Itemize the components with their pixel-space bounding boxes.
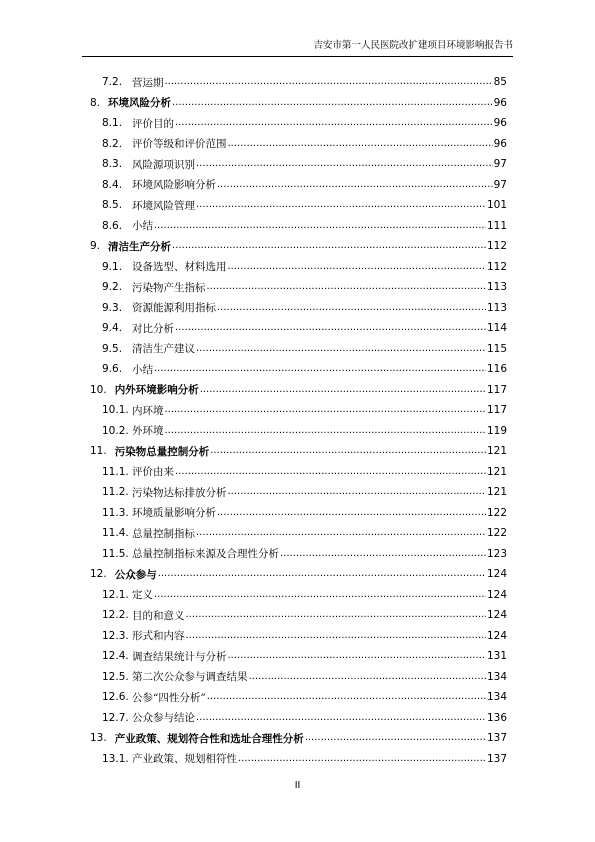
toc-entry-number: 12.4.: [102, 650, 129, 663]
toc-entry-number: 9.1.: [102, 260, 123, 273]
toc-entry-page: 122: [486, 506, 507, 519]
toc-entry[interactable]: [90, 462, 507, 483]
toc-entry[interactable]: [90, 195, 507, 216]
toc-dot-leader: [207, 691, 486, 703]
toc-entry-number: 11.: [90, 445, 107, 458]
toc-entry[interactable]: [90, 318, 507, 339]
toc-entry-number: 8.1.: [102, 117, 123, 130]
toc-dot-leader: [172, 97, 493, 109]
toc-entry[interactable]: [90, 585, 507, 606]
toc-entry[interactable]: [90, 523, 507, 544]
toc-dot-leader: [249, 671, 486, 683]
toc-entry[interactable]: [90, 626, 507, 647]
toc-dot-leader: [196, 158, 493, 170]
toc-dot-leader: [207, 281, 486, 293]
toc-entry-title: 内环境: [132, 404, 164, 417]
toc-entry-page: 134: [486, 691, 507, 704]
toc-entry[interactable]: [90, 503, 507, 524]
toc-entry-page: 85: [493, 76, 507, 89]
toc-entry[interactable]: [90, 277, 507, 298]
toc-dot-leader: [158, 568, 486, 580]
toc-entry-number: 12.5.: [102, 670, 129, 683]
toc-entry-page: 97: [493, 178, 507, 191]
toc-dot-leader: [280, 548, 486, 560]
table-of-contents: [90, 72, 507, 769]
toc-entry-page: 96: [493, 96, 507, 109]
toc-dot-leader: [165, 76, 493, 88]
toc-entry-page: 96: [493, 117, 507, 130]
toc-entry-title: 产业政策、规划相符性: [132, 753, 237, 766]
toc-entry-page: 137: [486, 732, 507, 745]
toc-dot-leader: [175, 117, 493, 129]
toc-entry[interactable]: [90, 236, 507, 257]
toc-entry-title: 产业政策、规划符合性和选址合理性分析: [114, 732, 304, 745]
toc-entry-title: 小结: [132, 220, 153, 233]
toc-dot-leader: [305, 732, 486, 744]
toc-entry-page: 122: [486, 527, 507, 540]
toc-entry-number: 9.5.: [102, 342, 123, 355]
toc-entry-number: 8.6.: [102, 219, 123, 232]
toc-entry[interactable]: [90, 113, 507, 134]
toc-entry-page: 111: [486, 219, 507, 232]
toc-entry[interactable]: [90, 400, 507, 421]
toc-dot-leader: [228, 650, 486, 662]
toc-entry-title: 环境风险分析: [108, 97, 172, 110]
toc-entry-page: 112: [486, 260, 507, 273]
toc-entry[interactable]: [90, 482, 507, 503]
toc-entry-number: 8.3.: [102, 158, 123, 171]
toc-entry-page: 117: [486, 383, 507, 396]
toc-entry-number: 8.2.: [102, 137, 123, 150]
toc-entry-title: 评价等级和评价范围: [132, 138, 227, 151]
toc-entry-page: 131: [486, 650, 507, 663]
toc-entry[interactable]: [90, 359, 507, 380]
toc-entry[interactable]: [90, 749, 507, 770]
toc-entry-title: 总量控制指标来源及合理性分析: [132, 548, 279, 561]
toc-dot-leader: [175, 466, 486, 478]
toc-entry-page: 121: [486, 486, 507, 499]
toc-entry-number: 10.1.: [102, 404, 129, 417]
toc-entry-title: 公参“四性分析”: [132, 691, 206, 704]
toc-entry-page: 117: [486, 404, 507, 417]
toc-entry-number: 12.1.: [102, 588, 129, 601]
toc-entry-number: 12.6.: [102, 691, 129, 704]
toc-entry-page: 119: [486, 424, 507, 437]
toc-entry-number: 11.4.: [102, 527, 129, 540]
toc-dot-leader: [196, 712, 486, 724]
toc-entry-page: 114: [486, 322, 507, 335]
toc-entry-title: 第二次公众参与调查结果: [132, 671, 248, 684]
toc-entry-page: 136: [486, 711, 507, 724]
toc-dot-leader: [217, 302, 486, 314]
toc-dot-leader: [154, 589, 486, 601]
toc-entry-title: 评价由来: [132, 466, 174, 479]
toc-dot-leader: [186, 609, 486, 621]
toc-entry-number: 8.4.: [102, 178, 123, 191]
toc-dot-leader: [175, 322, 486, 334]
toc-entry-number: 8.5.: [102, 199, 123, 212]
toc-entry[interactable]: [90, 441, 507, 462]
page-header: [82, 38, 513, 57]
toc-entry-number: 11.1.: [102, 465, 129, 478]
toc-entry[interactable]: [90, 72, 507, 93]
toc-entry-number: 12.3.: [102, 629, 129, 642]
toc-entry-number: 9.2.: [102, 281, 123, 294]
toc-dot-leader: [200, 384, 486, 396]
toc-dot-leader: [217, 179, 493, 191]
toc-entry-number: 11.3.: [102, 506, 129, 519]
toc-entry[interactable]: [90, 687, 507, 708]
toc-entry-title: 设备选型、材料选用: [132, 261, 227, 274]
toc-entry-page: 124: [486, 629, 507, 642]
toc-entry-title: 定义: [132, 589, 153, 602]
toc-entry-title: 污染物总量控制分析: [114, 445, 210, 458]
toc-entry-page: 116: [486, 363, 507, 376]
toc-entry-title: 清洁生产分析: [108, 240, 172, 253]
toc-entry-title: 清洁生产建议: [132, 343, 195, 356]
toc-entry[interactable]: [90, 605, 507, 626]
document-title: 吉安市第一人民医院改扩建项目环境影响报告书: [313, 40, 513, 51]
toc-dot-leader: [228, 486, 486, 498]
toc-entry[interactable]: [90, 216, 507, 237]
toc-entry[interactable]: [90, 708, 507, 729]
toc-entry-page: 137: [486, 752, 507, 765]
toc-entry-number: 8.: [90, 96, 101, 109]
toc-dot-leader: [196, 527, 486, 539]
toc-entry-number: 11.5.: [102, 547, 129, 560]
toc-entry-page: 97: [493, 158, 507, 171]
toc-entry-number: 10.: [90, 383, 107, 396]
toc-entry-page: 112: [486, 240, 507, 253]
toc-dot-leader: [238, 753, 486, 765]
toc-entry-number: 12.7.: [102, 711, 129, 724]
toc-entry-title: 营运期: [132, 76, 164, 89]
toc-entry-title: 污染物达标排放分析: [132, 486, 227, 499]
toc-entry-number: 9.4.: [102, 322, 123, 335]
toc-dot-leader: [196, 343, 486, 355]
toc-entry[interactable]: [90, 667, 507, 688]
toc-entry-title: 外环境: [132, 425, 164, 438]
toc-entry-title: 资源能源利用指标: [132, 302, 216, 315]
toc-entry-title: 环境风险管理: [132, 199, 195, 212]
toc-entry-title: 环境质量影响分析: [132, 507, 216, 520]
toc-entry-number: 10.2.: [102, 424, 129, 437]
toc-entry-number: 13.: [90, 732, 107, 745]
toc-entry[interactable]: [90, 134, 507, 155]
toc-entry-page: 124: [486, 568, 507, 581]
toc-entry-title: 调查结果统计与分析: [132, 650, 227, 663]
toc-entry-page: 96: [493, 137, 507, 150]
toc-entry-title: 对比分析: [132, 322, 174, 335]
toc-dot-leader: [186, 630, 486, 642]
toc-entry-title: 形式和内容: [132, 630, 185, 643]
toc-entry-page: 121: [486, 465, 507, 478]
toc-dot-leader: [154, 220, 486, 232]
toc-entry-number: 12.2.: [102, 609, 129, 622]
toc-entry[interactable]: [90, 380, 507, 401]
toc-dot-leader: [165, 404, 486, 416]
toc-entry-title: 小结: [132, 363, 153, 376]
toc-dot-leader: [217, 507, 486, 519]
toc-dot-leader: [228, 261, 486, 273]
toc-entry-number: 9.6.: [102, 363, 123, 376]
toc-dot-leader: [228, 138, 493, 150]
toc-entry-page: 113: [486, 301, 507, 314]
toc-entry-title: 公众参与结论: [132, 712, 195, 725]
toc-entry-number: 7.2.: [102, 76, 123, 89]
toc-entry-page: 101: [486, 199, 507, 212]
toc-entry-title: 总量控制指标: [132, 527, 195, 540]
toc-entry-page: 123: [486, 547, 507, 560]
toc-entry-number: 12.: [90, 568, 107, 581]
toc-entry[interactable]: [90, 339, 507, 360]
toc-entry-number: 9.3.: [102, 301, 123, 314]
toc-entry-number: 13.1.: [102, 752, 129, 765]
toc-dot-leader: [172, 240, 486, 252]
toc-entry-page: 121: [486, 445, 507, 458]
toc-entry-title: 内外环境影响分析: [114, 384, 199, 397]
toc-entry-title: 目的和意义: [132, 609, 185, 622]
toc-entry[interactable]: [90, 257, 507, 278]
toc-entry[interactable]: [90, 421, 507, 442]
toc-entry[interactable]: [90, 175, 507, 196]
toc-entry-title: 评价目的: [132, 117, 174, 130]
toc-entry-page: 124: [486, 609, 507, 622]
toc-entry[interactable]: [90, 564, 507, 585]
toc-entry[interactable]: [90, 544, 507, 565]
toc-dot-leader: [210, 445, 486, 457]
toc-entry-page: 124: [486, 588, 507, 601]
toc-entry[interactable]: [90, 154, 507, 175]
toc-entry-page: 134: [486, 670, 507, 683]
toc-entry-title: 风险源项识别: [132, 158, 195, 171]
toc-entry[interactable]: [90, 93, 507, 114]
toc-entry[interactable]: [90, 728, 507, 749]
toc-entry-title: 污染物产生指标: [132, 281, 206, 294]
page-number: II: [294, 780, 301, 791]
toc-entry-number: 11.2.: [102, 486, 129, 499]
toc-entry[interactable]: [90, 646, 507, 667]
toc-dot-leader: [154, 363, 486, 375]
toc-entry-page: 115: [486, 342, 507, 355]
toc-dot-leader: [165, 425, 486, 437]
toc-entry-page: 113: [486, 281, 507, 294]
toc-entry-title: 环境风险影响分析: [132, 179, 216, 192]
toc-dot-leader: [196, 199, 486, 211]
toc-entry-title: 公众参与: [114, 568, 157, 581]
toc-entry-number: 9.: [90, 240, 101, 253]
toc-entry[interactable]: [90, 298, 507, 319]
